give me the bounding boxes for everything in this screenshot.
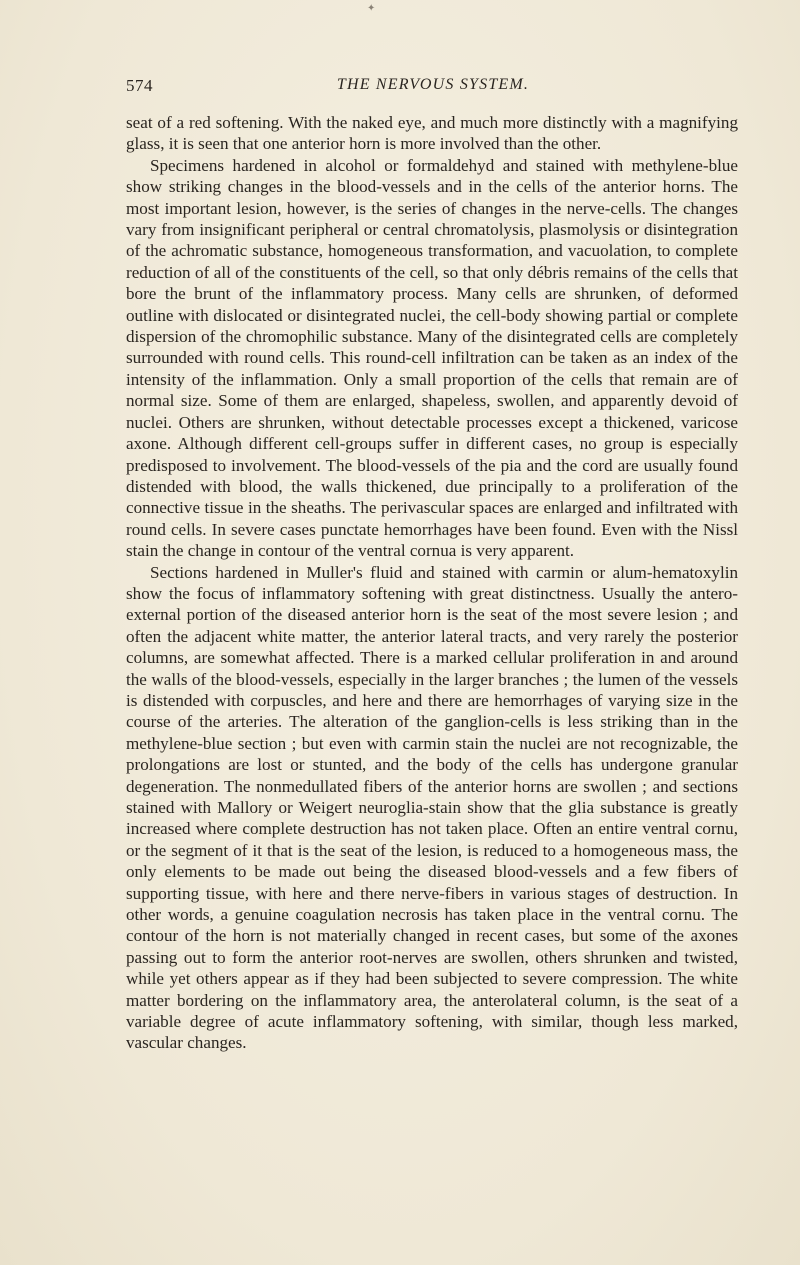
paragraph-methylene-blue: Specimens hardened in alcohol or formaldehyd and stained with methylene-blue show striking changes in the blood-vessels and in the cells of the anterior horns. The most important lesion, however, is the series of changes in the nerve-cells. The changes vary from insignificant peripheral or central chromatolysis, plasmolysis or disintegration of the achromatic substance, homogeneous transformation, and vacuolation, to complete reduction of all of the constituents of the cell, so that only débris remains of the cells that bore the brunt of the inflammatory process. Many cells are shrunken, of deformed outline with dislocated or disintegrated nuclei, the cell-body showing partial or complete dispersion of the chromophilic substance. Many of the disintegrated cells are completely surrounded with round cells. This round-cell infiltration can be taken as an index of the intensity of the inflammation. Only a small proportion of the cells that remain are of normal size. Some of them are enlarged, shapeless, swollen, and apparently devoid of nuclei. Others are shrunken, without detectable processes except a thickened, varicose axone. Although different cell-groups suffer in different cases, no group is especially predisposed to involvement. The blood-vessels of the pia and the cord are usually found distended with blood, the walls thickened, due principally to a proliferation of the connective tissue in the sheaths. The perivascular spaces are enlarged and infiltrated with round cells. In severe cases punctate hemorrhages have been found. Even with the Nissl stain the change in contour of the ventral cornua is very apparent. [126, 155, 738, 561]
page-number: 574 [126, 76, 153, 95]
body-text [126, 112, 738, 1054]
paragraph-continuation: seat of a red softening. With the naked eye, and much more distinctly with a magnifying glass, it is seen that one anterior horn is more involved than the other. [126, 113, 738, 154]
running-head: THE NERVOUS SYSTEM. [336, 76, 530, 93]
page-header [126, 76, 740, 100]
paragraph-muller-fluid: Sections hardened in Muller's fluid and stained with carmin or alum-hematoxylin show the focus of inflammatory softening with great distinctness. Usually the antero-external portion of the diseased anterior horn is the seat of the most severe lesion ; and often the adjacent white matter, the anterior lateral tracts, and very rarely the posterior columns, are somewhat affected. There is a marked cellular proliferation in and around the walls of the blood-vessels, especially in the larger branches ; the lumen of the vessels is distended with corpuscles, and here and there are hemorrhages of varying size in the course of the arteries. The alteration of the ganglion-cells is less striking than in the methylene-blue section ; but even with carmin stain the nuclei are not recognizable, the prolongations are lost or stunted, and the body of the cells has undergone granular degeneration. The nonmedullated fibers of the anterior horns are swollen ; and sections stained with Mallory or Weigert neuroglia-stain show that the glia substance is greatly increased where complete destruction has not taken place. Often an entire ventral cornu, or the segment of it that is the seat of the lesion, is reduced to a homogeneous mass, the only elements to be made out being the diseased blood-vessels and a few fibers of supporting tissue, with here and there nerve-fibers in various stages of destruction. In other words, a genuine coagulation necrosis has taken place in the ventral cornu. The contour of the horn is not materially changed in recent cases, but some of the axones passing out to form the anterior root-nerves are swollen, others shrunken and twisted, while yet others appear as if they had been subjected to severe compression. The white matter bordering on the inflammatory area, the anterolateral column, is the seat of a variable degree of acute inflammatory softening, with similar, though less marked, vascular changes. [126, 562, 738, 1053]
print-speck: ✦ [367, 3, 376, 14]
